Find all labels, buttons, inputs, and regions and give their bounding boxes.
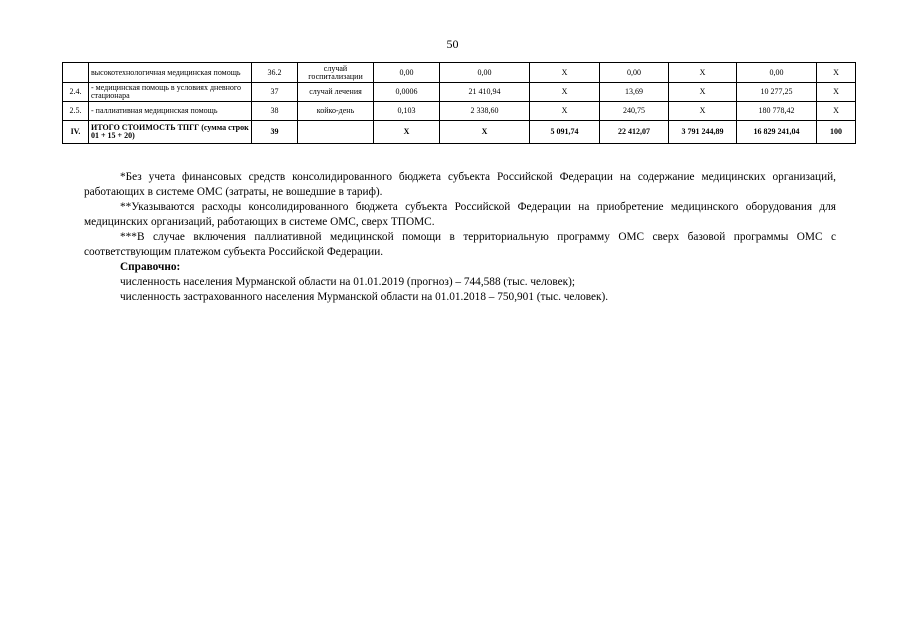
value-cell: 100 [817,121,856,144]
value-cell: 5 091,74 [530,121,600,144]
value-cell: 0,00 [440,63,530,83]
table-row [63,83,856,102]
value-cell: 240,75 [600,102,669,121]
value-cell: X [817,83,856,102]
row-number [63,63,89,83]
footnote-3: ***В случае включения паллиативной медицинской помощи в территориальную программу ОМС сверх базовой программы ОМС с соответствующим платежом субъекта Российской Федерации. [84,231,836,258]
unit: случай лечения [298,83,374,102]
unit: случай госпитализации [298,63,374,83]
table-row [63,63,856,83]
value-cell: X [530,102,600,121]
value-cell: X [669,102,737,121]
value-cell: 0,00 [737,63,817,83]
value-cell: 3 791 244,89 [669,121,737,144]
value-cell: X [669,63,737,83]
value-cell: X [669,83,737,102]
page-number: 50 [446,37,459,51]
value-cell: 16 829 241,04 [737,121,817,144]
line-number: 36.2 [252,63,298,83]
value-cell: X [817,102,856,121]
value-cell: 22 412,07 [600,121,669,144]
row-name: высокотехнологичная медицинская помощь [89,63,252,83]
unit: койко-день [298,102,374,121]
row-name: ИТОГО СТОИМОСТЬ ТПГГ (сумма строк 01 + 15 + 20) [89,121,252,144]
row-number: 2.4. [63,83,89,102]
value-cell: 10 277,25 [737,83,817,102]
value-cell: X [530,83,600,102]
footnotes [84,170,836,305]
value-cell: 2 338,60 [440,102,530,121]
value-cell: 0,00 [600,63,669,83]
row-name: - паллиативная медицинская помощь [89,102,252,121]
value-cell: 0,103 [374,102,440,121]
table-row [63,102,856,121]
value-cell: X [440,121,530,144]
cost-table [62,62,856,144]
reference-heading: Справочно: [120,261,181,273]
value-cell: 0,0006 [374,83,440,102]
footnote-2: **Указываются расходы консолидированного бюджета субъекта Российской Федерации на приобретение медицинского оборудования для медицинских организаций, работающих в системе ОМС, сверх ТПОМС. [84,201,836,228]
value-cell: 13,69 [600,83,669,102]
line-number: 37 [252,83,298,102]
value-cell: 21 410,94 [440,83,530,102]
value-cell: 0,00 [374,63,440,83]
line-number: 39 [252,121,298,144]
value-cell: X [374,121,440,144]
value-cell: X [530,63,600,83]
value-cell: 180 778,42 [737,102,817,121]
footnote-1: *Без учета финансовых средств консолидированного бюджета субъекта Российской Федерации на содержание медицинских организаций, работающих в системе ОМС (затраты, не вошедшие в тариф). [84,171,836,198]
row-name: - медицинская помощь в условиях дневного стационара [89,83,252,102]
row-number: 2.5. [63,102,89,121]
insured-population-line: численность застрахованного населения Мурманской области на 01.01.2018 – 750,901 (тыс. человек). [120,291,609,303]
population-line: численность населения Мурманской области на 01.01.2019 (прогноз) – 744,588 (тыс. человек); [120,276,576,288]
value-cell: X [817,63,856,83]
unit [298,121,374,144]
line-number: 38 [252,102,298,121]
total-row [63,121,856,144]
row-number: IV. [63,121,89,144]
